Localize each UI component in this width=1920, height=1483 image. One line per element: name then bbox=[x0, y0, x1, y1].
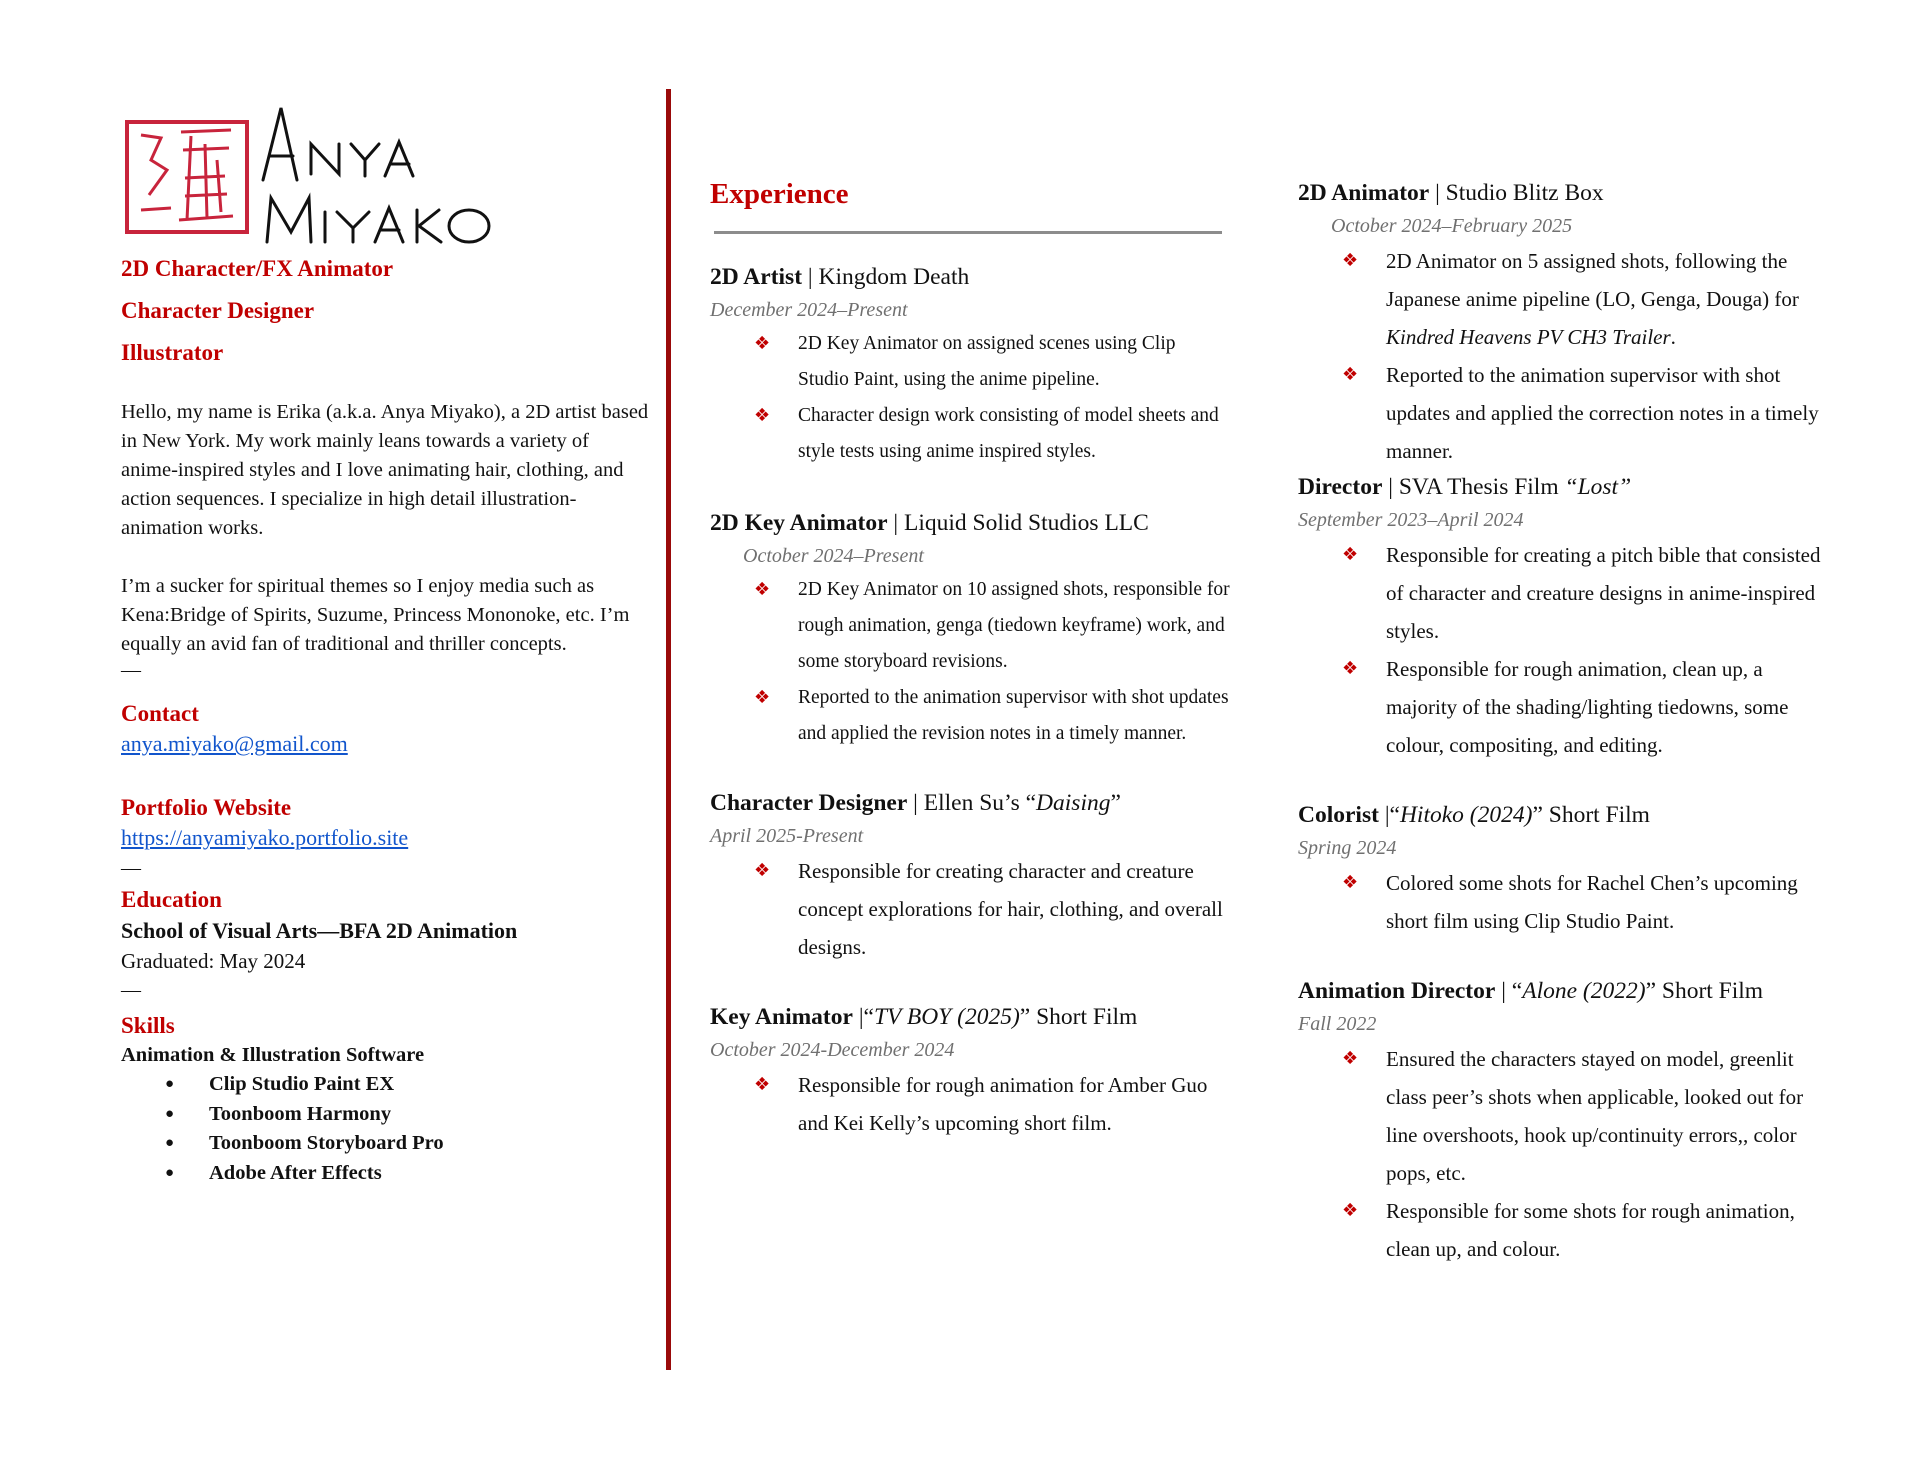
skill-item: ● Toonboom Storyboard Pro bbox=[165, 1129, 651, 1159]
portfolio-section bbox=[121, 793, 651, 853]
diamond-bullet-icon: ❖ bbox=[754, 687, 771, 708]
diamond-bullet-icon: ❖ bbox=[1342, 658, 1359, 679]
job-date: Fall 2022 bbox=[1298, 1013, 1377, 1035]
bio-paragraph-2: I’m a sucker for spiritual themes so I enjoy media such as Kena:Bridge of Spirits, Suzume, Princess Mononoke, etc. I’m equally an avid fan of traditional and thriller concepts. bbox=[121, 575, 630, 655]
skills-subheading: Animation & Illustration Software bbox=[121, 1044, 425, 1066]
skills-heading: Skills bbox=[121, 1013, 175, 1038]
skills-section bbox=[121, 1011, 651, 1188]
separator-dash: — bbox=[121, 857, 141, 879]
job-entry bbox=[1298, 176, 1838, 470]
job-date: December 2024–Present bbox=[710, 299, 908, 321]
contact-section bbox=[121, 699, 651, 759]
education-school: School of Visual Arts—BFA 2D Animation bbox=[121, 918, 518, 943]
job-bullet: ❖ 2D Key Animator on 10 assigned shots, responsible for rough animation, genga (tiedown keyframe) work, and some storyboard revisions. bbox=[754, 572, 1230, 680]
education-heading: Education bbox=[121, 887, 222, 912]
job-date: October 2024–Present bbox=[743, 545, 924, 567]
job-date: October 2024-December 2024 bbox=[710, 1039, 955, 1061]
diamond-bullet-icon: ❖ bbox=[754, 405, 771, 426]
role-title-1: 2D Character/FX Animator bbox=[121, 256, 394, 281]
job-bullets bbox=[754, 572, 1230, 752]
logo bbox=[121, 100, 561, 248]
job-entry bbox=[1298, 470, 1838, 764]
job-bullet: ❖ Character design work consisting of model sheets and style tests using anime inspired styles. bbox=[754, 398, 1230, 470]
education-section bbox=[121, 885, 651, 975]
job-bullet: ❖ Responsible for rough animation, clean up, a majority of the shading/lighting tiedowns, some colour, compositing, and editing. bbox=[1342, 650, 1838, 764]
contact-heading: Contact bbox=[121, 701, 199, 726]
role-title-3: Illustrator bbox=[121, 340, 224, 365]
diamond-bullet-icon: ❖ bbox=[754, 333, 771, 354]
job-title: 2D Animator | Studio Blitz Box bbox=[1298, 180, 1604, 206]
skill-item: ● Clip Studio Paint EX bbox=[165, 1070, 651, 1100]
diamond-bullet-icon: ❖ bbox=[754, 579, 771, 600]
job-bullets bbox=[1342, 536, 1838, 764]
separator-dash: — bbox=[121, 979, 141, 1001]
portfolio-link[interactable]: https://anyamiyako.portfolio.site bbox=[121, 825, 409, 850]
job-bullet: ❖ Responsible for creating character and creature concept explorations for hair, clothing, and overall designs. bbox=[754, 852, 1230, 966]
job-title: Animation Director | “Alone (2022)” Short Film bbox=[1298, 978, 1764, 1004]
job-bullet: ❖ Ensured the characters stayed on model, greenlit class peer’s shots when applicable, looked out for line overshoots, hook up/continuity errors,, color pops, etc. bbox=[1342, 1040, 1838, 1192]
job-bullets bbox=[1342, 1040, 1838, 1268]
experience-rule bbox=[714, 231, 1222, 234]
job-entry bbox=[710, 786, 1230, 966]
skill-item: ● Adobe After Effects bbox=[165, 1159, 651, 1189]
experience-heading: Experience bbox=[710, 178, 849, 210]
job-title: Key Animator |“TV BOY (2025)” Short Film bbox=[710, 1004, 1138, 1030]
job-entry bbox=[710, 260, 1230, 470]
job-entry bbox=[1298, 974, 1838, 1268]
job-bullets bbox=[754, 852, 1230, 966]
job-title: 2D Key Animator | Liquid Solid Studios LLC bbox=[710, 510, 1149, 536]
job-date: October 2024–February 2025 bbox=[1331, 215, 1573, 237]
job-bullet: ❖ Responsible for some shots for rough animation, clean up, and colour. bbox=[1342, 1192, 1838, 1268]
job-date: April 2025-Present bbox=[710, 825, 864, 847]
diamond-bullet-icon: ❖ bbox=[754, 1074, 771, 1095]
bio bbox=[121, 398, 651, 659]
job-bullet: ❖ Colored some shots for Rachel Chen’s upcoming short film using Clip Studio Paint. bbox=[1342, 864, 1838, 940]
job-bullets bbox=[754, 326, 1230, 470]
diamond-bullet-icon: ❖ bbox=[1342, 364, 1359, 385]
separator-dash: — bbox=[121, 659, 141, 681]
job-entry bbox=[1298, 798, 1838, 940]
job-date: Spring 2024 bbox=[1298, 837, 1397, 859]
column-divider bbox=[666, 89, 671, 1370]
job-date: September 2023–April 2024 bbox=[1298, 509, 1524, 531]
logo-mark bbox=[121, 100, 561, 248]
role-title-2: Character Designer bbox=[121, 298, 315, 323]
job-title: Character Designer | Ellen Su’s “Daising” bbox=[710, 790, 1121, 816]
job-entry bbox=[710, 506, 1230, 752]
diamond-bullet-icon: ❖ bbox=[1342, 1048, 1359, 1069]
left-column bbox=[121, 100, 651, 1188]
diamond-bullet-icon: ❖ bbox=[1342, 1200, 1359, 1221]
skills-list bbox=[165, 1070, 651, 1188]
seal-stamp bbox=[127, 122, 247, 232]
job-title: 2D Artist | Kingdom Death bbox=[710, 264, 970, 290]
bio-paragraph-1: Hello, my name is Erika (a.k.a. Anya Miyako), a 2D artist based in New York. My work mainly leans towards a variety of anime-inspired styles and I love animating hair, clothing, and action sequences. I specialize in high detail illustration-animation works. bbox=[121, 401, 649, 539]
job-bullets bbox=[1342, 864, 1838, 940]
job-bullet: ❖ 2D Key Animator on assigned scenes using Clip Studio Paint, using the anime pipeline. bbox=[754, 326, 1230, 398]
skill-item: ● Toonboom Harmony bbox=[165, 1100, 651, 1130]
job-bullet: ❖ Responsible for rough animation for Amber Guo and Kei Kelly’s upcoming short film. bbox=[754, 1066, 1230, 1142]
job-bullet: ❖ 2D Animator on 5 assigned shots, following the Japanese anime pipeline (LO, Genga, Douga) for Kindred Heavens PV CH3 Trailer. bbox=[1342, 242, 1838, 356]
job-bullet: ❖ Reported to the animation supervisor with shot updates and applied the revision notes in a timely manner. bbox=[754, 680, 1230, 752]
portfolio-heading: Portfolio Website bbox=[121, 795, 292, 820]
diamond-bullet-icon: ❖ bbox=[1342, 544, 1359, 565]
job-title: Director | SVA Thesis Film “Lost” bbox=[1298, 474, 1632, 500]
diamond-bullet-icon: ❖ bbox=[1342, 872, 1359, 893]
experience-column-2 bbox=[1298, 176, 1838, 1268]
job-bullets bbox=[1342, 242, 1838, 470]
education-graduated: Graduated: May 2024 bbox=[121, 949, 306, 973]
logo-wordmark bbox=[263, 108, 489, 242]
experience-column-1 bbox=[710, 176, 1230, 1142]
diamond-bullet-icon: ❖ bbox=[1342, 250, 1359, 271]
email-link[interactable]: anya.miyako@gmail.com bbox=[121, 731, 348, 756]
job-bullets bbox=[754, 1066, 1230, 1142]
job-bullet: ❖ Reported to the animation supervisor with shot updates and applied the correction notes in a timely manner. bbox=[1342, 356, 1838, 470]
job-title: Colorist |“Hitoko (2024)” Short Film bbox=[1298, 802, 1650, 828]
job-bullet: ❖ Responsible for creating a pitch bible that consisted of character and creature designs in anime-inspired styles. bbox=[1342, 536, 1838, 650]
job-entry bbox=[710, 1000, 1230, 1142]
diamond-bullet-icon: ❖ bbox=[754, 860, 771, 881]
